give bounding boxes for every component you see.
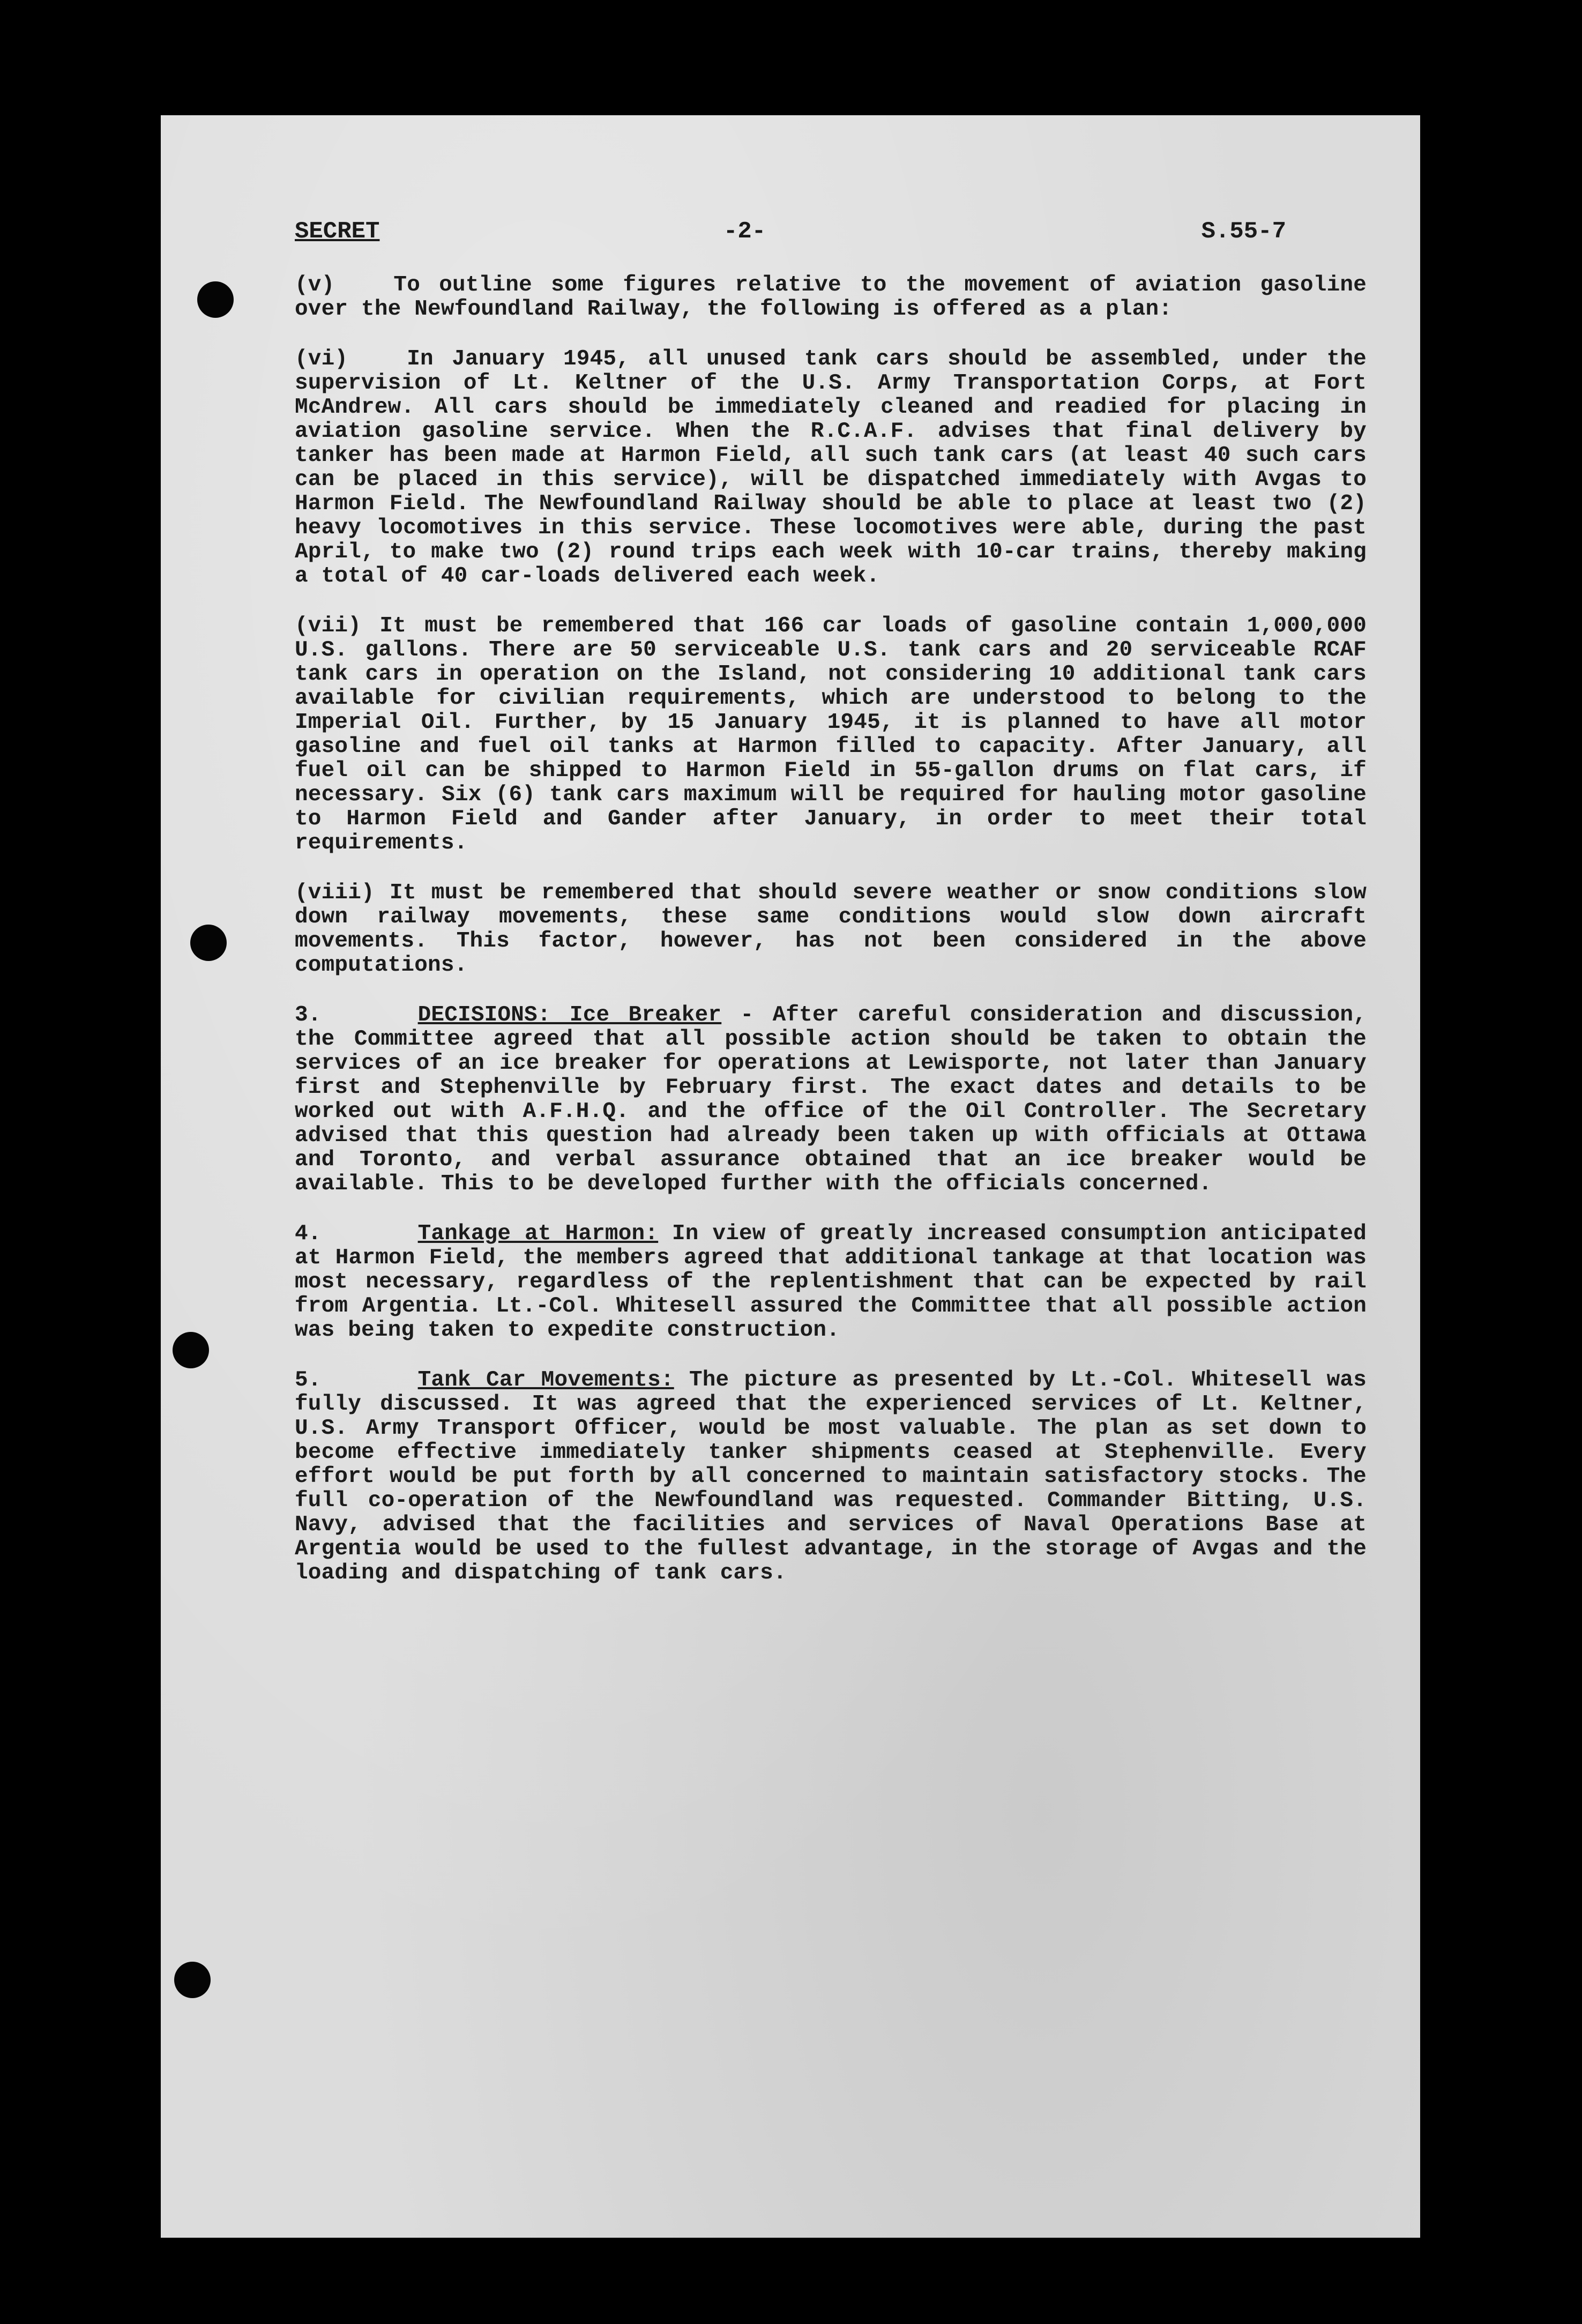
paragraph-label: (vi) [295, 347, 348, 371]
paragraph-label: (vii) [295, 614, 362, 638]
paragraph-label: (viii) [295, 881, 375, 905]
page-header [295, 218, 1286, 256]
document-page [161, 115, 1420, 2238]
paragraph-number: 3. [295, 1003, 322, 1027]
paragraph-3 [295, 1003, 1367, 1196]
page-number: -2- [723, 218, 766, 245]
paragraph-label: (v) [295, 273, 335, 297]
paragraph-text: In view of greatly increased consumption anticipated at Harmon Field, the members agreed that additional tankage at that location was most necessary, regardless of the replentishment that can be expected by rail from Argentia. Lt.-Col. Whitesell assured the Committee that all possible action was being taken to expedite construction. [295, 1221, 1367, 1343]
paragraph-heading: Tankage at Harmon: [417, 1221, 659, 1246]
paragraph-heading: Tank Car Movements: [417, 1368, 674, 1392]
paragraph-text: In January 1945, all unused tank cars should be assembled, under the supervision of Lt. Keltner of the U.S. Army Transportation Corps, at Fort McAndrew. All cars should be immediately cleaned and readied for placing in aviation gasoline service. When the R.C.A.F. advises that final delivery by tanker has been made at Harmon Field, all such tank cars (at least 40 such cars can be placed in this service), will be dispatched immediately with Avgas to Harmon Field. The Newfoundland Railway should be able to place at least two (2) heavy locomotives in this service. These locomotives were able, during the past April, to make two (2) round trips each week with 10-car trains, thereby making a total of 40 car-loads delivered each week. [295, 347, 1367, 589]
punch-hole-4 [174, 1962, 211, 1998]
document-reference: S.55-7 [1201, 218, 1286, 245]
classification-label: SECRET [295, 218, 380, 245]
paragraph-text: - After careful consideration and discussion, the Committee agreed that all possible action should be taken to obtain the services of an ice breaker for operations at Lewisporte, not later than January first and Stephenville by February first. The exact dates and details to be worked out with A.F.H.Q. and the office of the Oil Controller. The Secretary advised that this question had already been taken up with officials at Ottawa and Toronto, and verbal assurance obtained that an ice breaker would be available. This to be developed further with the officials concerned. [295, 1003, 1367, 1196]
paragraph-text: It must be remembered that 166 car loads of gasoline contain 1,000,000 U.S. gallons. There are 50 serviceable U.S. tank cars and 20 serviceable RCAF tank cars in operation on the Island, not considering 10 additional tank cars available for civilian requirements, which are understood to belong to the Imperial Oil. Further, by 15 January 1945, it is planned to have all motor gasoline and fuel oil tanks at Harmon filled to capacity. After January, all fuel oil can be shipped to Harmon Field in 55-gallon drums on flat cars, if necessary. Six (6) tank cars maximum will be required for hauling motor gasoline to Harmon Field and Gander after January, in order to meet their total requirements. [295, 614, 1367, 855]
paragraph-number: 4. [295, 1221, 322, 1246]
paragraph-heading: DECISIONS: Ice Breaker [417, 1003, 722, 1027]
paragraph-vii [295, 614, 1367, 855]
document-body [295, 273, 1367, 1611]
paragraph-text: To outline some figures relative to the movement of aviation gasoline over the Newfoundland Railway, the following is offered as a plan: [295, 273, 1367, 322]
paragraph-text: The picture as presented by Lt.-Col. Whitesell was fully discussed. It was agreed that the experienced services of Lt. Keltner, U.S. Army Transport Officer, would be most valuable. The plan as set down to become effective immediately tanker shipments ceased at Stephenville. Every effort would be put forth by all concerned to maintain satisfactory stocks. The full co-operation of the Newfoundland was requested. Commander Bitting, U.S. Navy, advised that the facilities and services of Naval Operations Base at Argentia would be used to the fullest advantage, in the storage of Avgas and the loading and dispatching of tank cars. [295, 1368, 1367, 1585]
paragraph-vi [295, 347, 1367, 589]
paragraph-number: 5. [295, 1368, 322, 1392]
paragraph-5 [295, 1368, 1367, 1585]
paragraph-v [295, 273, 1367, 322]
punch-hole-3 [173, 1332, 209, 1368]
paragraph-4 [295, 1222, 1367, 1343]
punch-hole-1 [197, 281, 234, 318]
punch-hole-2 [190, 925, 227, 961]
paragraph-viii [295, 881, 1367, 978]
paragraph-text: It must be remembered that should severe weather or snow conditions slow down railway movements, these same conditions would slow down aircraft movements. This factor, however, has not been considered in the above computations. [295, 881, 1367, 978]
